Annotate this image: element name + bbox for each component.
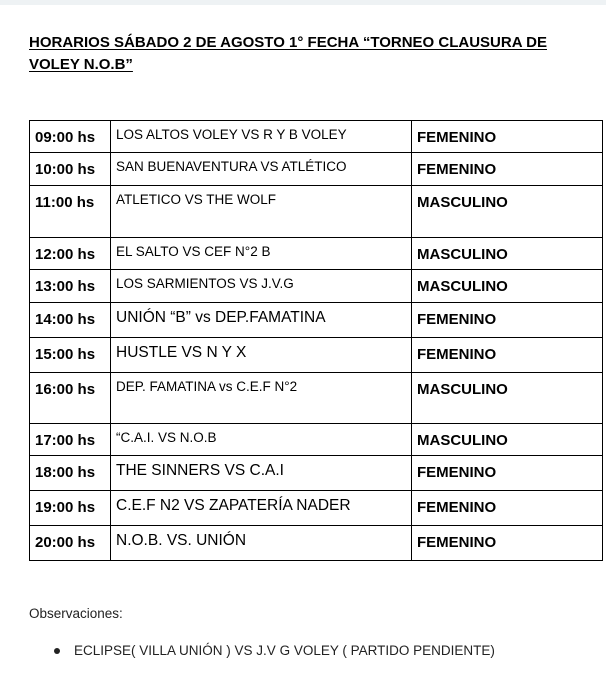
bullet-icon xyxy=(54,648,60,654)
match-teams: LOS ALTOS VOLEY VS R Y B VOLEY xyxy=(116,127,347,142)
match-category: MASCULINO xyxy=(417,246,508,263)
match-time: 12:00 hs xyxy=(35,246,96,263)
match-teams: UNIÓN “B” vs DEP.FAMATINA xyxy=(116,309,326,326)
match-time: 13:00 hs xyxy=(35,278,96,295)
match-category: MASCULINO xyxy=(417,432,508,449)
observations-label: Observaciones: xyxy=(29,606,123,621)
observation-item xyxy=(54,643,495,658)
match-time: 17:00 hs xyxy=(35,432,96,449)
table-row xyxy=(30,153,603,186)
table-row xyxy=(30,338,603,373)
table-row xyxy=(30,303,603,338)
match-time: 09:00 hs xyxy=(35,129,96,146)
match-time: 10:00 hs xyxy=(35,161,96,178)
observation-text: ECLIPSE( VILLA UNIÓN ) VS J.V G VOLEY ( PARTIDO PENDIENTE) xyxy=(74,643,495,658)
match-time: 19:00 hs xyxy=(35,499,96,516)
table-row xyxy=(30,186,603,238)
match-category: FEMENINO xyxy=(417,346,497,363)
match-teams: “C.A.I. VS N.O.B xyxy=(116,430,217,445)
match-teams: ATLETICO VS THE WOLF xyxy=(116,192,277,207)
match-time: 20:00 hs xyxy=(35,534,96,551)
match-time: 11:00 hs xyxy=(35,194,95,211)
table-row xyxy=(30,270,603,303)
match-teams: EL SALTO VS CEF N°2 B xyxy=(116,244,271,259)
match-teams: LOS SARMIENTOS VS J.V.G xyxy=(116,276,294,291)
page-title: HORARIOS SÁBADO 2 DE AGOSTO 1° FECHA “TORNEO CLAUSURA DE VOLEY N.O.B” xyxy=(29,34,547,73)
table-row xyxy=(30,238,603,270)
table-row xyxy=(30,526,603,561)
match-teams: DEP. FAMATINA vs C.E.F N°2 xyxy=(116,379,298,394)
match-teams: N.O.B. VS. UNIÓN xyxy=(116,532,247,549)
match-category: FEMENINO xyxy=(417,161,497,178)
match-category: MASCULINO xyxy=(417,278,508,295)
top-bar xyxy=(0,0,606,5)
match-category: MASCULINO xyxy=(417,381,508,398)
match-time: 15:00 hs xyxy=(35,346,96,363)
schedule-table xyxy=(29,120,603,561)
match-time: 18:00 hs xyxy=(35,464,96,481)
table-row xyxy=(30,424,603,456)
match-teams: HUSTLE VS N Y X xyxy=(116,344,247,361)
match-teams: SAN BUENAVENTURA VS ATLÉTICO xyxy=(116,159,347,174)
table-row xyxy=(30,121,603,153)
match-time: 14:00 hs xyxy=(35,311,96,328)
match-category: FEMENINO xyxy=(417,464,497,481)
match-time: 16:00 hs xyxy=(35,381,96,398)
match-category: MASCULINO xyxy=(417,194,508,211)
match-category: FEMENINO xyxy=(417,311,497,328)
match-teams: C.E.F N2 VS ZAPATERÍA NADER xyxy=(116,497,351,514)
match-category: FEMENINO xyxy=(417,534,497,551)
match-teams: THE SINNERS VS C.A.I xyxy=(116,462,284,479)
match-category: FEMENINO xyxy=(417,129,497,146)
table-row xyxy=(30,373,603,424)
table-row xyxy=(30,491,603,526)
match-category: FEMENINO xyxy=(417,499,497,516)
table-row xyxy=(30,456,603,491)
